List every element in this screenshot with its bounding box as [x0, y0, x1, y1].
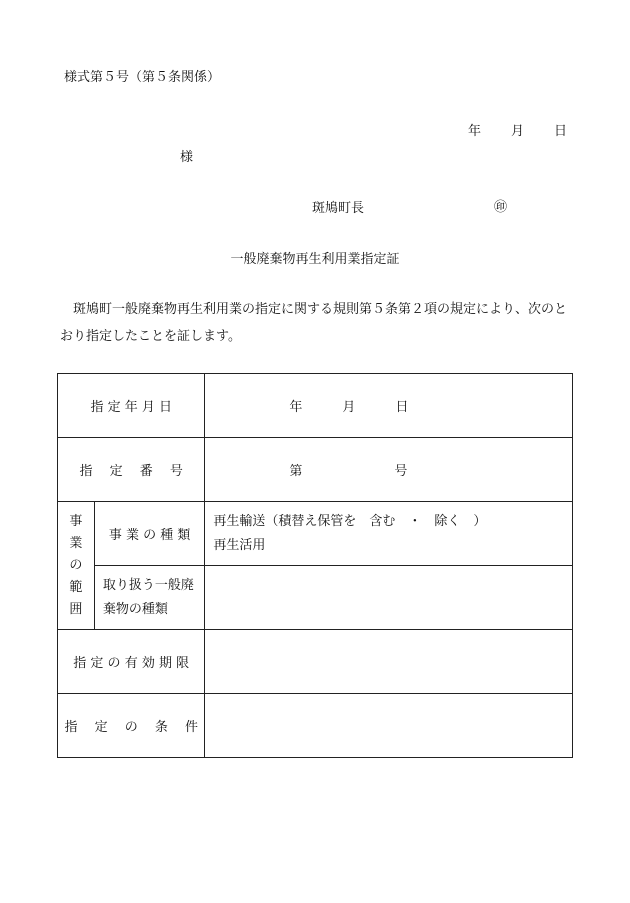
- designation-number-value: [205, 438, 573, 502]
- addressee-suffix: 様: [180, 150, 194, 165]
- validity-label: 指 定 の 有 効 期 限: [58, 630, 205, 694]
- business-type-option-reuse[interactable]: 再生活用: [213, 537, 266, 553]
- scope-char: 囲: [69, 601, 83, 617]
- validity-value[interactable]: [205, 630, 573, 694]
- seal-mark: ㊞: [494, 200, 508, 215]
- business-type-label: 事 業 の 種 類: [94, 502, 205, 566]
- certification-text: 斑鳩町一般廃棄物再生利用業の指定に関する規則第５条第２項の規定により、次のとおり指定したことを証します。: [60, 302, 568, 344]
- waste-type-row: [58, 566, 573, 630]
- waste-type-label: [94, 566, 205, 630]
- designation-date-row: [58, 374, 573, 438]
- waste-type-label-line1: 取り扱う一般廃: [102, 577, 194, 593]
- designation-number-label: 指 定 番 号: [58, 438, 205, 502]
- issue-date-day: 日: [554, 124, 568, 139]
- issue-date-month: 月: [511, 124, 525, 139]
- business-type-option-transport[interactable]: 再生輸送（積替え保管を 含む ・ 除く ）: [213, 513, 487, 529]
- designation-number-suffix: 号: [394, 464, 408, 479]
- scope-char: 事: [69, 513, 83, 529]
- waste-type-value[interactable]: [205, 566, 573, 630]
- business-type-value[interactable]: [205, 502, 573, 566]
- issue-date-year: 年: [468, 124, 482, 139]
- designation-date-day: 日: [395, 400, 409, 415]
- designation-date-year: 年: [289, 400, 303, 415]
- business-type-row: [58, 502, 573, 566]
- waste-type-label-line2: 棄物の種類: [102, 601, 168, 617]
- designation-date-value: [205, 374, 573, 438]
- issue-date: [468, 120, 567, 139]
- form-number: 様式第５号（第５条関係）: [64, 70, 221, 85]
- validity-row: [58, 630, 573, 694]
- conditions-row: [58, 694, 573, 758]
- scope-char: 範: [69, 579, 83, 595]
- scope-char: の: [69, 557, 83, 573]
- conditions-value[interactable]: [205, 694, 573, 758]
- certificate-table: [57, 373, 573, 758]
- designation-date-month: 月: [342, 400, 356, 415]
- scope-label: [58, 502, 95, 630]
- issuer-name: 斑鳩町長: [312, 201, 365, 216]
- designation-number-prefix: 第: [289, 464, 303, 479]
- designation-date-label: 指 定 年 月 日: [58, 374, 205, 438]
- conditions-label: 指 定 の 条 件: [58, 694, 205, 758]
- designation-number-row: [58, 438, 573, 502]
- document-title: 一般廃棄物再生利用業指定証: [230, 252, 400, 267]
- scope-char: 業: [69, 535, 83, 551]
